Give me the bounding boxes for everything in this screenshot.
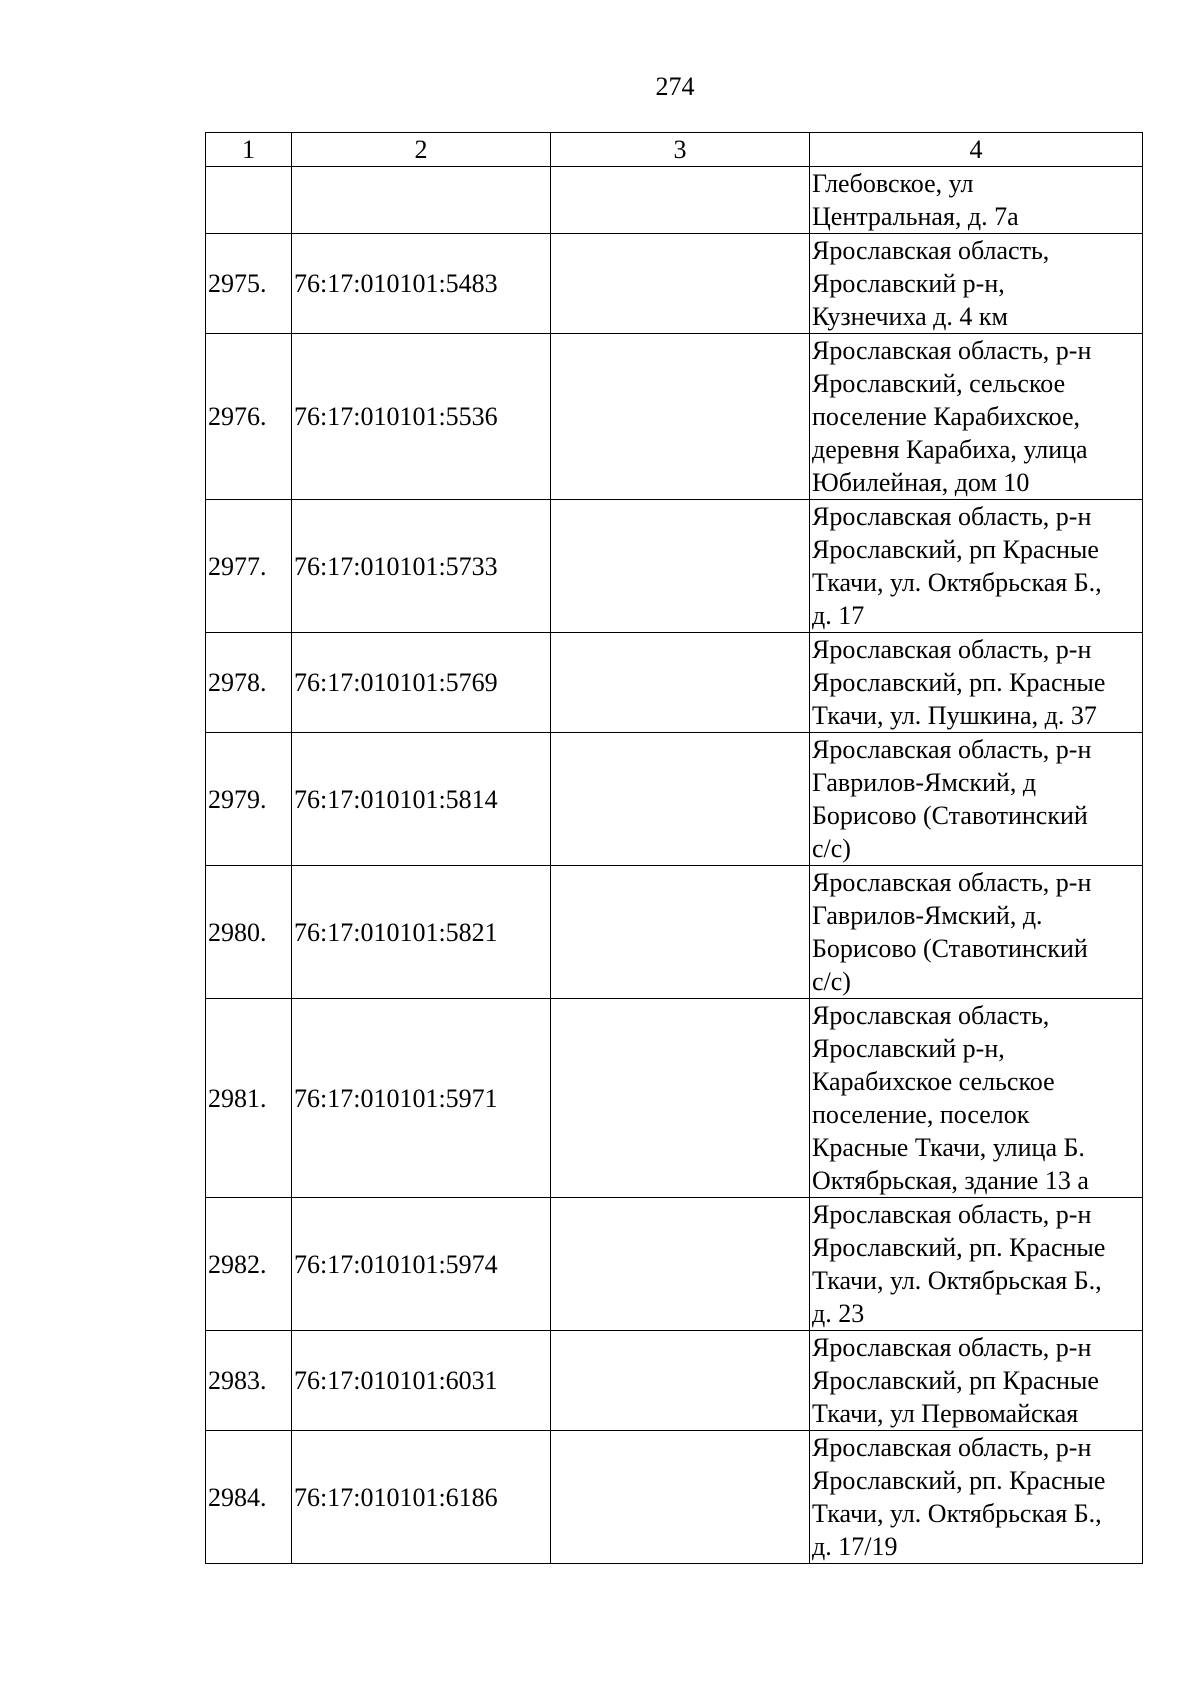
address-line: Ткачи, ул. Пушкина, д. 37 [812,701,1097,730]
address-line: Карабихское сельское [812,1067,1055,1096]
address-cell [810,1198,1143,1331]
cadastral-number-cell: 76:17:010101:5971 [292,999,551,1198]
table-header-row [206,133,1143,167]
address-line: Ярославский, рп. Красные [812,1466,1106,1495]
column-header: 4 [810,133,1143,167]
cadastral-number-cell: 76:17:010101:5821 [292,866,551,999]
cadastral-number-cell: 76:17:010101:6186 [292,1431,551,1564]
row-number-cell: 2977. [206,500,292,633]
address-cell [810,167,1143,234]
address-line: Ярославская область, р-н [812,1433,1092,1462]
cadastral-number-cell: 76:17:010101:5536 [292,334,551,500]
address-line: Ярославская область, р-н [812,336,1092,365]
row-number-cell: 2983. [206,1331,292,1431]
cadastral-number-cell: 76:17:010101:6031 [292,1331,551,1431]
table-row [206,866,1143,999]
address-cell [810,234,1143,334]
address-line: Ярославская область, р-н [812,635,1092,664]
column-3-cell [551,500,810,633]
address-line: Ткачи, ул. Октябрьская Б., [812,1499,1102,1528]
address-line: Борисово (Ставотинский [812,934,1088,963]
column-3-cell [551,733,810,866]
address-line: с/с) [812,834,851,863]
address-line: Ярославская область, р-н [812,1333,1092,1362]
address-line: Ярославская область, р-н [812,1200,1092,1229]
address-line: Ярославская область, р-н [812,502,1092,531]
address-line: Ярославская область, р-н [812,868,1092,897]
column-3-cell [551,234,810,334]
address-line: Ярославская область, р-н [812,735,1092,764]
address-cell [810,1431,1143,1564]
table-row [206,1198,1143,1331]
table-row [206,334,1143,500]
address-line: Центральная, д. 7а [812,202,1019,231]
address-line: Ярославский, рп. Красные [812,1233,1106,1262]
table-row [206,234,1143,334]
address-line: Ярославский, рп Красные [812,535,1099,564]
address-line: Красные Ткачи, улица Б. [812,1133,1085,1162]
address-line: с/с) [812,967,851,996]
address-line: Кузнечиха д. 4 км [812,302,1008,331]
table-row [206,999,1143,1198]
row-number-cell [206,167,292,234]
cadastral-number-cell: 76:17:010101:5733 [292,500,551,633]
row-number-cell: 2979. [206,733,292,866]
address-cell [810,1331,1143,1431]
cadastral-number-cell: 76:17:010101:5814 [292,733,551,866]
column-3-cell [551,167,810,234]
row-number-cell: 2976. [206,334,292,500]
column-3-cell [551,334,810,500]
address-line: Ткачи, ул. Октябрьская Б., [812,1266,1102,1295]
address-line: деревня Карабиха, улица [812,435,1088,464]
column-header: 1 [206,133,292,167]
address-line: Ярославский, рп Красные [812,1366,1099,1395]
cadastral-number-cell: 76:17:010101:5769 [292,633,551,733]
column-3-cell [551,1431,810,1564]
address-line: Ярославская область, [812,236,1050,265]
row-number-cell: 2975. [206,234,292,334]
table-row [206,500,1143,633]
address-line: д. 17/19 [812,1532,898,1561]
address-line: Ткачи, ул Первомайская [812,1399,1079,1428]
address-cell [810,999,1143,1198]
table-row [206,733,1143,866]
address-cell [810,866,1143,999]
row-number-cell: 2982. [206,1198,292,1331]
address-line: Ярославский, рп. Красные [812,668,1106,697]
column-header: 2 [292,133,551,167]
column-3-cell [551,1198,810,1331]
table-row [206,633,1143,733]
table-row [206,1331,1143,1431]
table-row [206,1431,1143,1564]
address-line: Гаврилов-Ямский, д [812,768,1037,797]
cadastral-number-cell: 76:17:010101:5483 [292,234,551,334]
address-line: Юбилейная, дом 10 [812,468,1030,497]
row-number-cell: 2980. [206,866,292,999]
address-cell [810,334,1143,500]
address-cell [810,500,1143,633]
address-line: Ярославский р-н, [812,269,1005,298]
column-3-cell [551,999,810,1198]
row-number-cell: 2978. [206,633,292,733]
address-cell [810,733,1143,866]
address-line: поселение Карабихское, [812,402,1081,431]
column-header: 3 [551,133,810,167]
address-line: Борисово (Ставотинский [812,801,1088,830]
address-line: Ярославский, сельское [812,369,1066,398]
registry-table [205,132,1143,1564]
cadastral-number-cell [292,167,551,234]
address-line: д. 23 [812,1299,865,1328]
address-line: Октябрьская, здание 13 а [812,1166,1089,1195]
row-number-cell: 2984. [206,1431,292,1564]
page-number: 274 [655,72,695,101]
row-number-cell: 2981. [206,999,292,1198]
address-line: д. 17 [812,601,865,630]
table-row [206,167,1143,234]
column-3-cell [551,866,810,999]
address-line: Ярославская область, [812,1001,1050,1030]
address-cell [810,633,1143,733]
column-3-cell [551,1331,810,1431]
column-3-cell [551,633,810,733]
address-line: Ткачи, ул. Октябрьская Б., [812,568,1102,597]
address-line: поселение, поселок [812,1100,1030,1129]
address-line: Гаврилов-Ямский, д. [812,901,1043,930]
cadastral-number-cell: 76:17:010101:5974 [292,1198,551,1331]
address-line: Глебовское, ул [812,169,974,198]
address-line: Ярославский р-н, [812,1034,1005,1063]
